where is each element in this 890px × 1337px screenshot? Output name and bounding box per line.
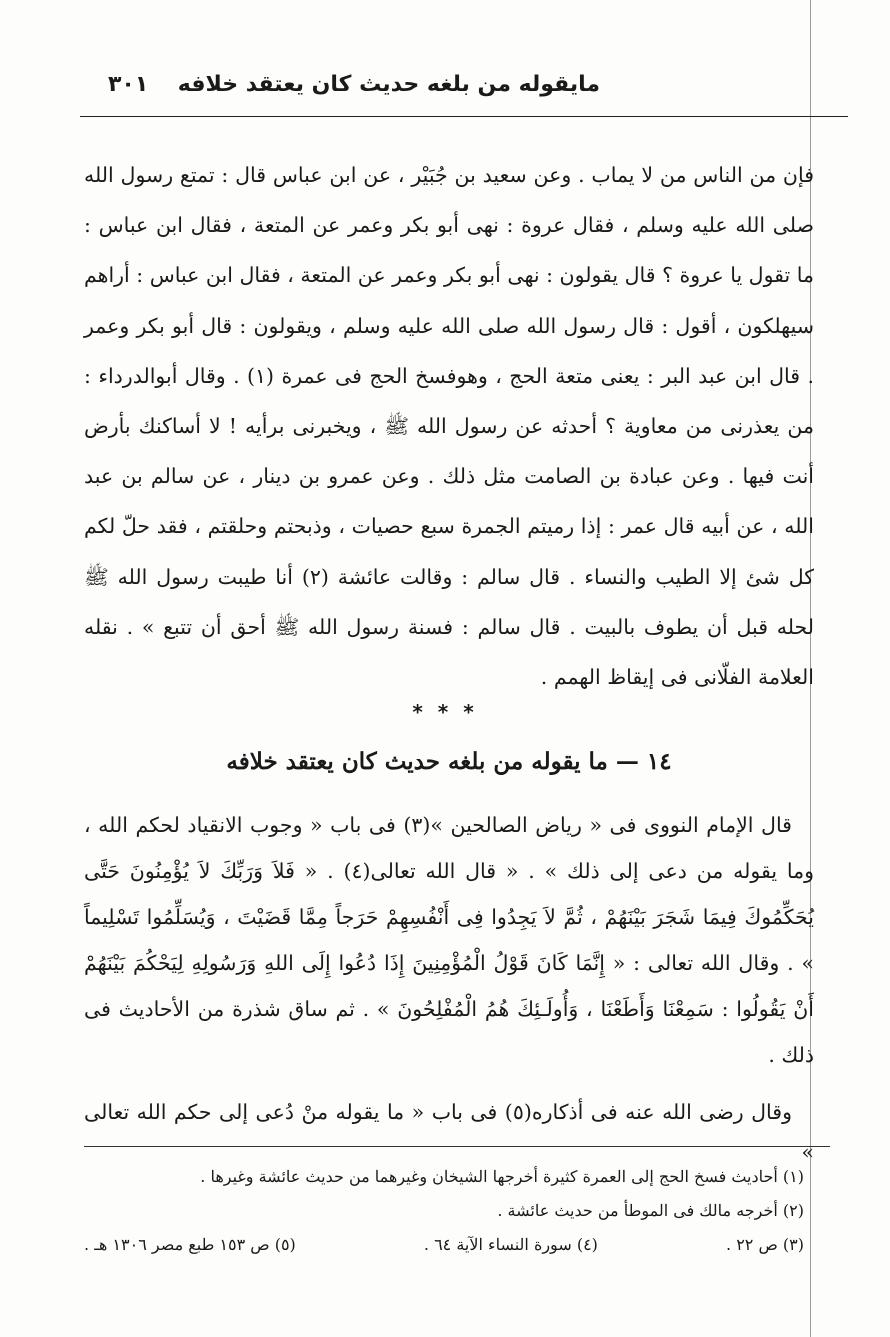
paragraph-2-text: قال الإمام النووى فى « رياض الصالحين »(٣) فى باب « وجوب الانقياد لحكم الله ، وما يقوله من دعى إلى ذلك » . « قال الله تعالى(٤) . « فَلاَ وَرَبِّكَ لاَ يُؤْمِنُونَ حَتَّى يُحَكِّمُوكَ فِيمَا شَجَرَ بَيْنَهُمْ ، ثُمَّ لاَ يَجِدُوا فِى أَنْفُسِهِمْ حَرَجاً مِمَّا قَضَيْتَ ، وَيُسَلِّمُوا تَسْلِيماً » . وقال الله تعالى : « إِنَّمَا كَانَ قَوْلُ الْمُؤْمِنِينَ إِذَا دُعُوا إِلَى اللهِ وَرَسُولِهِ لِيَحْكُمَ بَيْنَهُمْ أَنْ يَقُولُوا : سَمِعْنَا وَأَطَعْنَا ، وَأُولَـئِكَ هُمُ الْمُفْلِحُونَ » . ثم ساق شذرة من الأحاديث فى ذلك . [84,813,815,1067]
footnote-rule [84,1146,830,1147]
page-header [80,68,810,108]
footnote-row-3 [84,1228,804,1262]
footnote-1: (١) أحاديث فسخ الحج إلى العمرة كثيرة أخرجها الشيخان وغيرهما من حديث عائشة وغيرها . [200,1167,804,1186]
paragraph-3-text: وقال رضى الله عنه فى أذكاره(٥) فى باب « ما يقوله منْ دُعى إلى حكم الله تعالى » [84,1100,814,1164]
page-number: ٣٠١ [108,72,149,97]
header-rule [80,116,848,117]
running-title: مايقوله من بلغه حديث كان يعتقد خلافه [177,72,600,97]
footnotes [84,1160,804,1262]
section-heading: ١٤ — ما يقوله من بلغه حديث كان يعتقد خلافه [226,748,672,775]
footnote-3: (٣) ص ٢٢ . [726,1235,804,1254]
section-separator: * * * [412,700,478,724]
footnote-4: (٤) سورة النساء الآية ٦٤ . [423,1235,598,1254]
footnote-2: (٢) أخرجه مالك فى الموطأ من حديث عائشة . [497,1201,804,1220]
footnote-5: (٥) ص ١٥٣ طبع مصر ١٣٠٦ هـ . [84,1235,296,1254]
paragraph-2 [84,802,814,1078]
paragraph-1: فإن من الناس من لا يماب . وعن سعيد بن جُبَيْر ، عن ابن عباس قال : تمتع رسول الله صلى الله عليه وسلم ، فقال عروة : نهى أبو بكر وعمر عن المتعة ، فقال ابن عباس : ما تقول يا عروة ؟ قال يقولون : نهى أبو بكر وعمر عن المتعة ، فقال ابن عباس : أراهم سيهلكون ، أقول : قال رسول الله صلى الله عليه وسلم ، ويقولون : قال أبو بكر وعمر . قال ابن عبد البر : يعنى متعة الحج ، وهوفسخ الحج فى عمرة (١) . وقال أبوالدرداء : من يعذرنى من معاوية ؟ أحدثه عن رسول الله ﷺ ، ويخبرنى برأيه ! لا أساكنك بأرض أنت فيها . وعن عبادة بن الصامت مثل ذلك . وعن عمرو بن دينار ، عن سالم بن عبد الله ، عن أبيه قال عمر : إذا رميتم الجمرة سبع حصيات ، وذبحتم وحلقتم ، فقد حلّ لكم كل شئ إلا الطيب والنساء . قال سالم : وقالت عائشة (٢) أنا طيبت رسول الله ﷺ لحله قبل أن يطوف بالبيت . قال سالم : فسنة رسول الله ﷺ أحق أن تتبع » . نقله العلامة الفلّانى فى إيقاظ الهمم . [84,163,814,690]
